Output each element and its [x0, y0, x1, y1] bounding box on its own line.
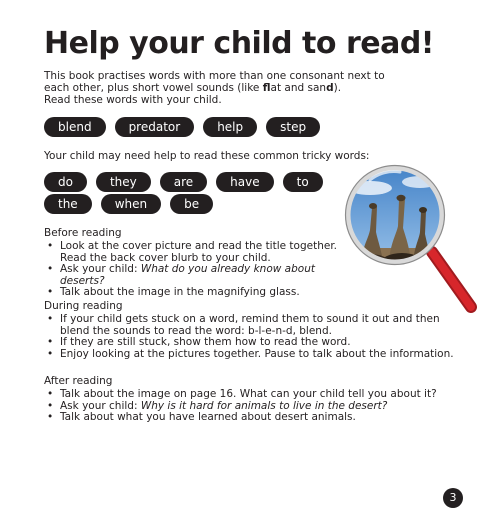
intro-line: Read these words with your child.	[44, 94, 222, 106]
list-item: • Ask your child: Why is it hard for animals to live in the desert?	[44, 401, 464, 413]
page-number: 3	[443, 488, 463, 508]
list-item: • Look at the cover picture and read the title together. Read the back cover blurb to your child.	[44, 241, 344, 264]
emphasis: d	[326, 82, 334, 94]
page-title: Help your child to read!	[44, 26, 434, 61]
word-pill: to	[283, 172, 323, 192]
magnifying-glass-icon	[340, 160, 480, 325]
word-pill: predator	[115, 117, 195, 137]
intro-text	[44, 70, 389, 106]
list-item: • Talk about the image on page 16. What can your child tell you about it?	[44, 389, 464, 401]
word-pill: have	[216, 172, 273, 192]
word-pill: the	[44, 194, 92, 214]
word-pill: are	[160, 172, 207, 192]
word-pill: blend	[44, 117, 106, 137]
list-item: • Talk about what you have learned about desert animals.	[44, 412, 464, 424]
word-pill: do	[44, 172, 87, 192]
list-item: • Enjoy looking at the pictures together. Pause to talk about the information.	[44, 349, 464, 361]
word-pill: when	[101, 194, 161, 214]
list-item: • If they are still stuck, show them how to read the word.	[44, 337, 464, 349]
list-item: • Talk about the image in the magnifying glass.	[44, 287, 344, 299]
emphasis: fl	[262, 82, 271, 94]
intro-line: This book practises words with more than one consonant next to	[44, 70, 385, 82]
word-pill: they	[96, 172, 151, 192]
section-heading: Before reading	[44, 227, 122, 239]
tricky-words-intro: Your child may need help to read these common tricky words:	[44, 150, 370, 162]
tricky-words-row	[44, 194, 213, 214]
after-reading-section	[44, 375, 464, 424]
section-heading: After reading	[44, 375, 113, 387]
intro-line: each other, plus short vowel sounds (like flat and sand).	[44, 82, 342, 94]
before-reading-section	[44, 227, 344, 299]
word-pill: help	[203, 117, 257, 137]
list-item: • If your child gets stuck on a word, remind them to sound it out and then blend the sounds to read the word: b-l-e-n-d, blend.	[44, 314, 464, 337]
section-heading: During reading	[44, 300, 123, 312]
tricky-words-row	[44, 172, 323, 192]
word-pill: be	[170, 194, 213, 214]
word-pill: step	[266, 117, 320, 137]
list-item: • Ask your child: What do you already know about deserts?	[44, 264, 344, 287]
practice-words	[44, 117, 320, 137]
